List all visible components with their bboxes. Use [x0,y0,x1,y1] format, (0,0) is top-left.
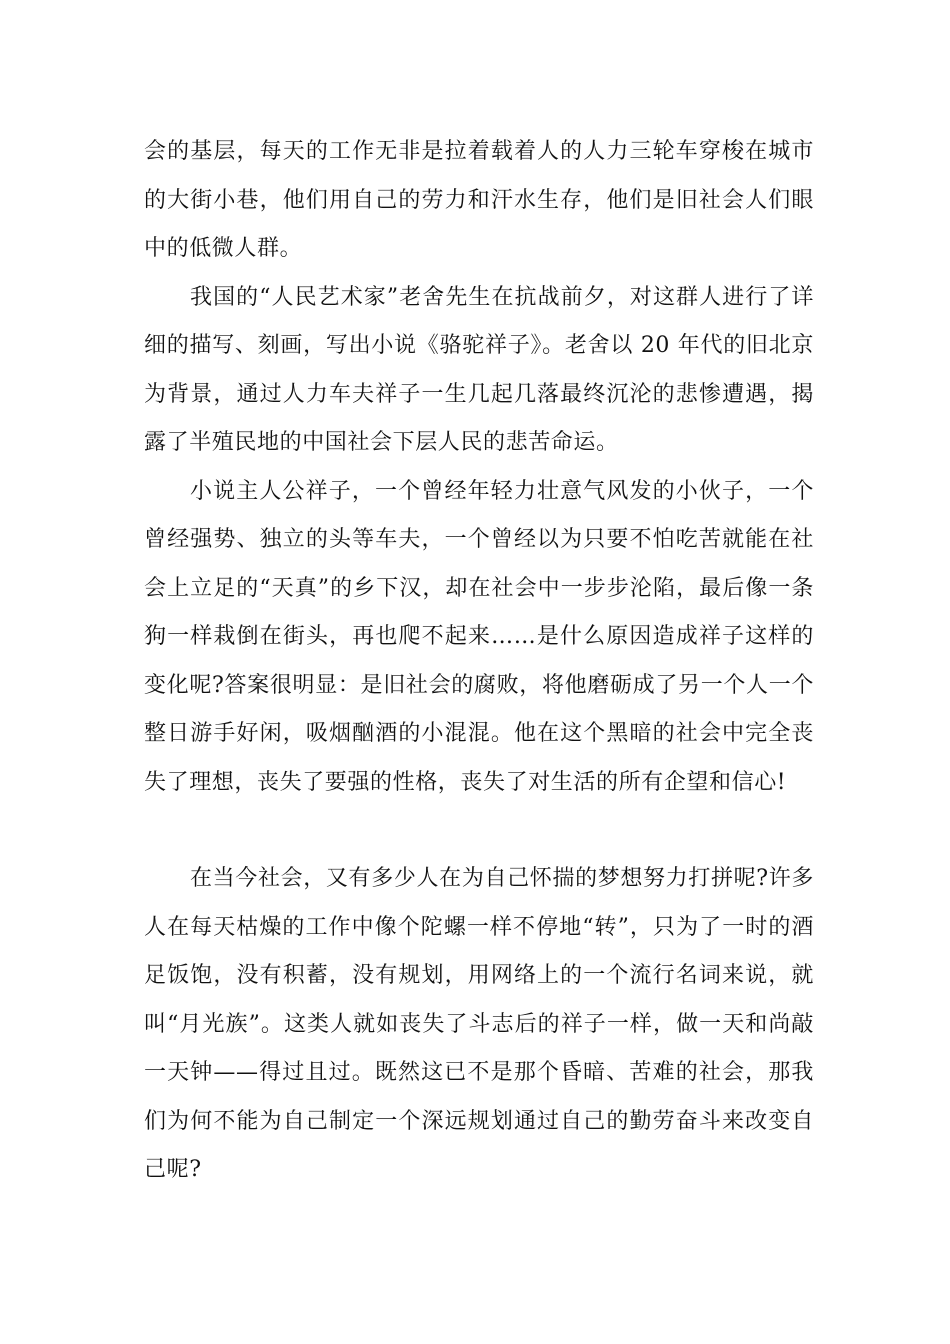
paragraph-xiangzi-character: 小说主人公祥子，一个曾经年轻力壮意气风发的小伙子，一个曾经强势、独立的头等车夫，一个曾经以为只要不怕吃苦就能在社会上立足的“天真”的乡下汉，却在社会中一步步沦陷，最后像一条狗一样栽倒在街头，再也爬不起来……是什么原因造成祥子这样的变化呢?答案很明显：是旧社会的腐败，将他磨砺成了另一个人一个整日游手好闲，吸烟酗酒的小混混。他在这个黑暗的社会中完全丧失了理想，丧失了要强的性格，丧失了对生活的所有企望和信心! [144,478,814,795]
paragraph-gap [144,807,814,855]
paragraph-continued: 会的基层，每天的工作无非是拉着载着人的人力三轮车穿梭在城市的大街小巷，他们用自己的劳力和汗水生存，他们是旧社会人们眼中的低微人群。 [144,139,814,261]
document-body [144,128,814,1195]
paragraph-modern-society: 在当今社会，又有多少人在为自己怀揣的梦想努力打拼呢?许多人在每天枯燥的工作中像个陀螺一样不停地“转”，只为了一时的酒足饭饱，没有积蓄，没有规划，用网络上的一个流行名词来说，就叫“月光族”。这类人就如丧失了斗志后的祥子一样，做一天和尚敲一天钟——得过且过。既然这已不是那个昏暗、苦难的社会，那我们为何不能为自己制定一个深远规划通过自己的勤劳奋斗来改变自己呢? [144,866,814,1182]
paragraph-laoshe-intro: 我国的“人民艺术家”老舍先生在抗战前夕，对这群人进行了详细的描写、刻画，写出小说《骆驼祥子》。老舍以 20 年代的旧北京为背景，通过人力车夫祥子一生几起几落最终沉沦的悲惨遭遇，揭露了半殖民地的中国社会下层人民的悲苦命运。 [144,284,814,455]
